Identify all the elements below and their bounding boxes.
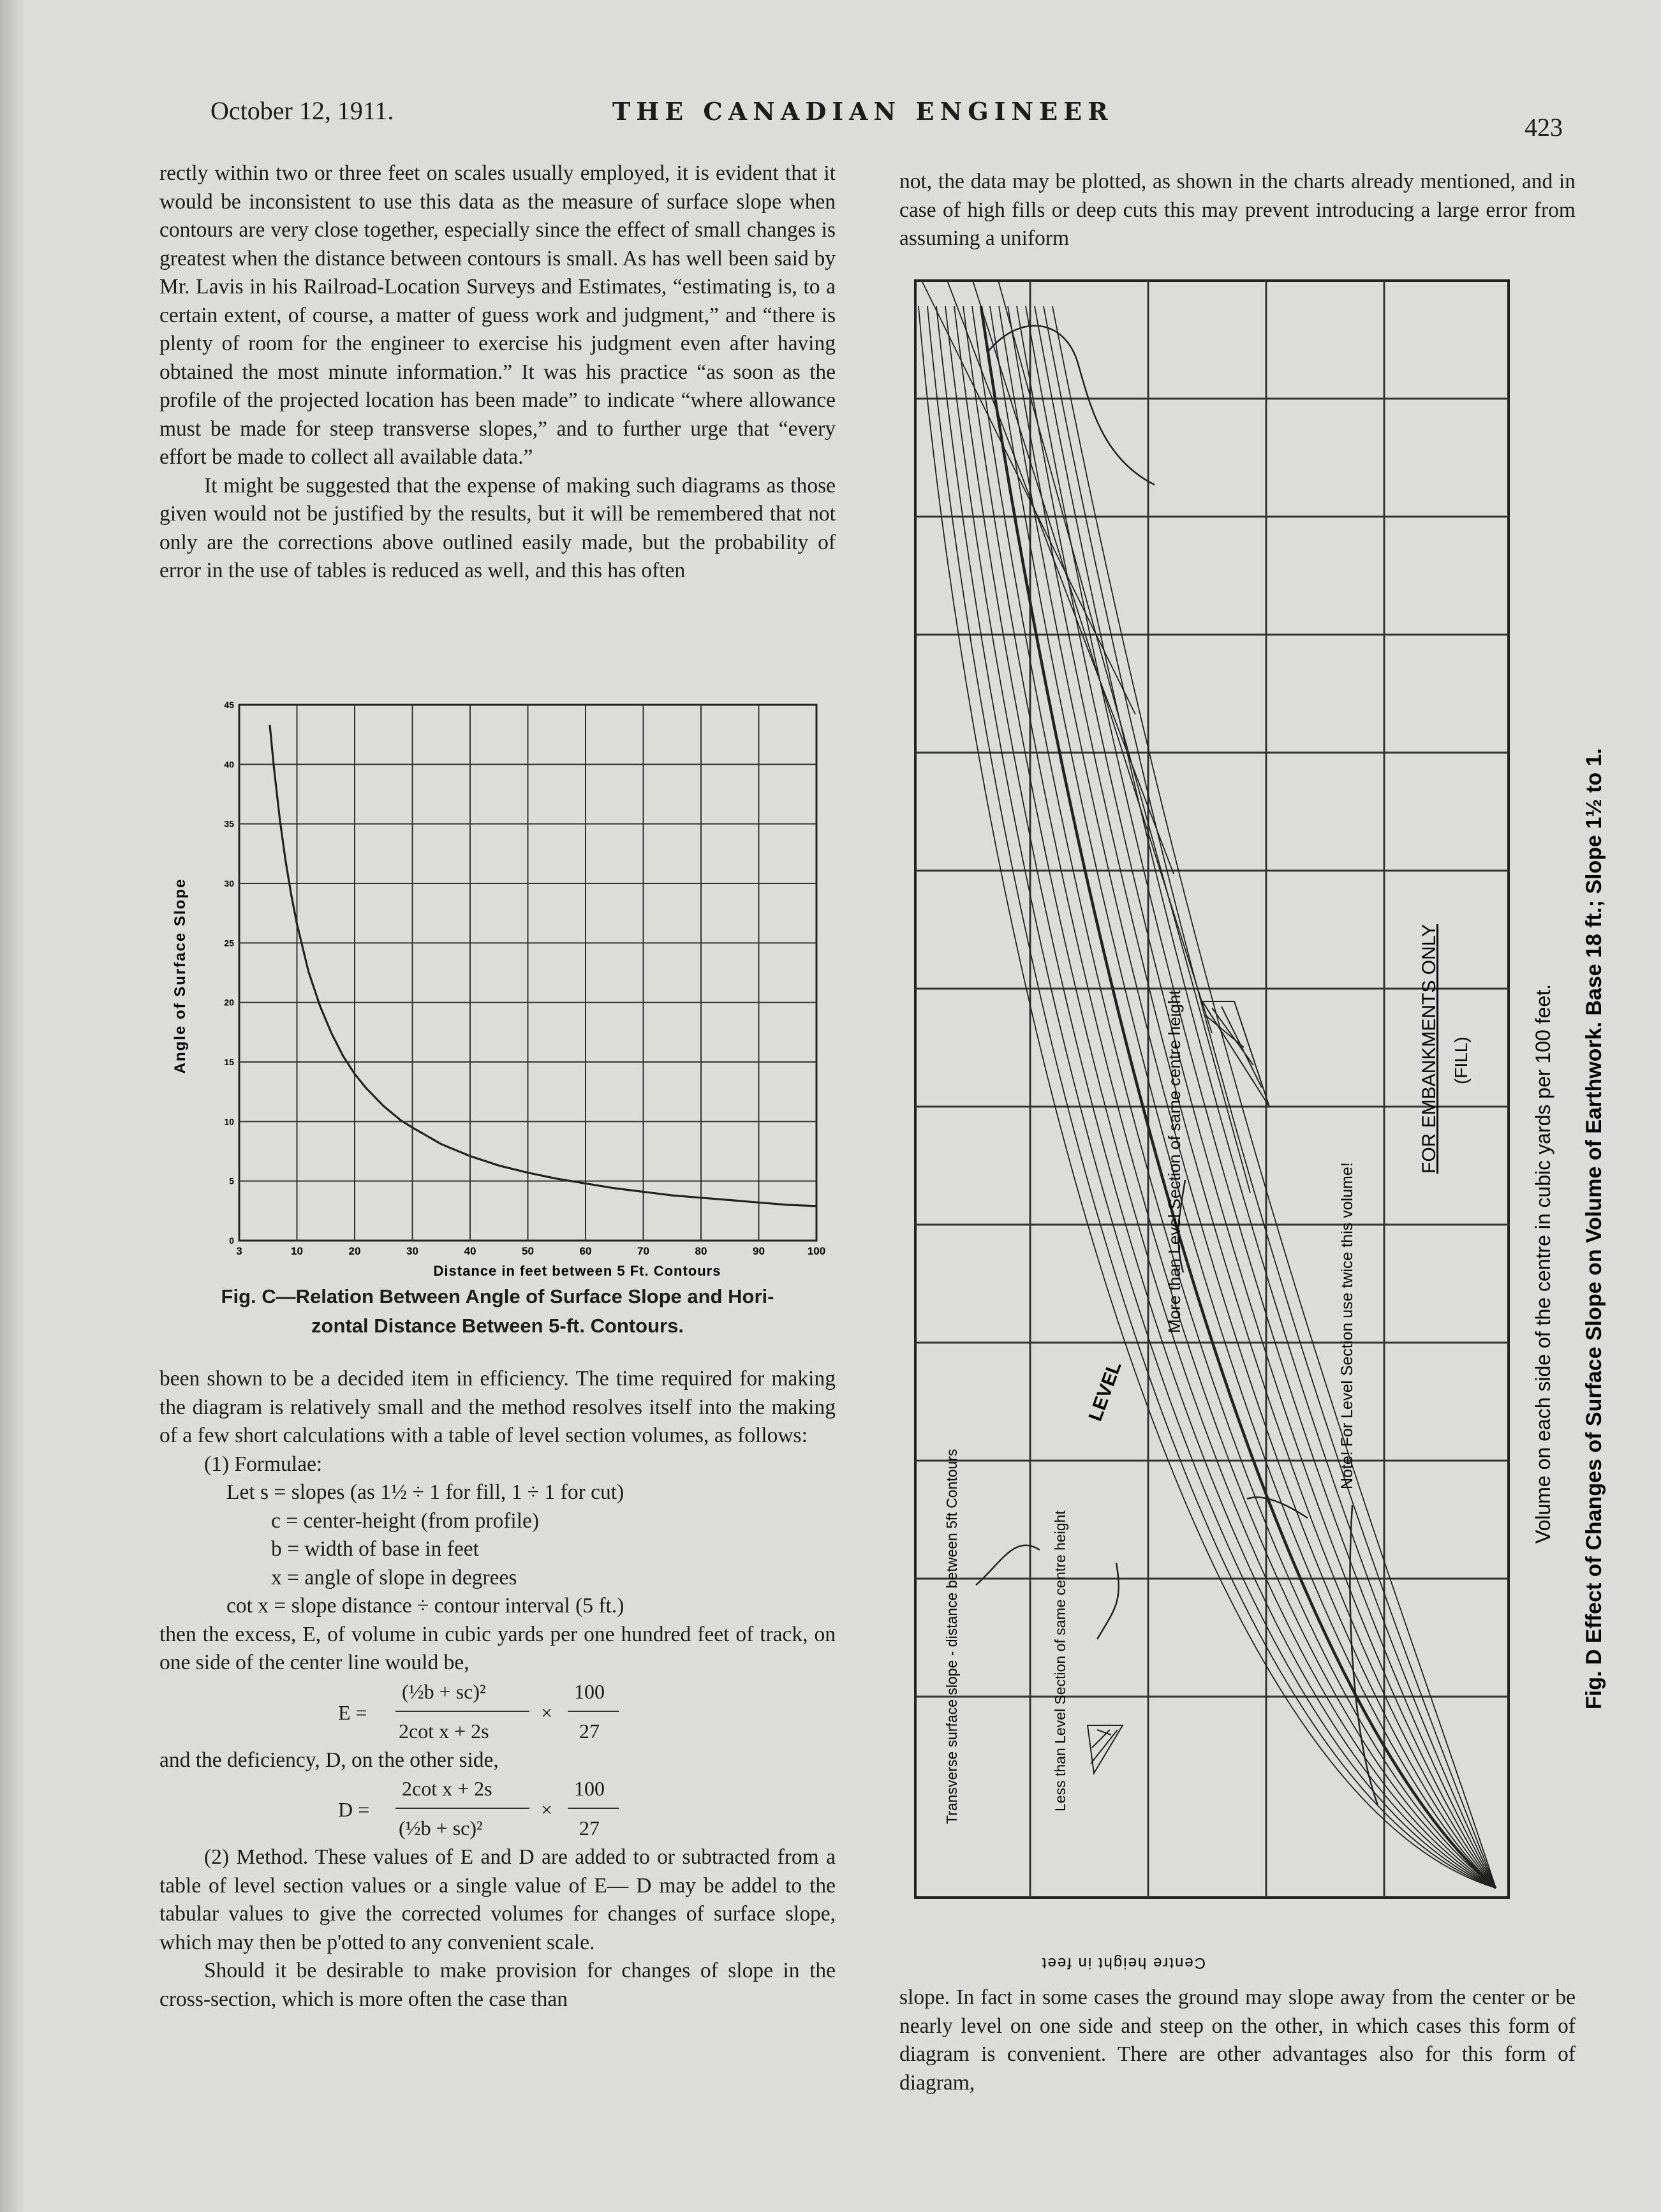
issue-date: October 12, 1911. xyxy=(210,96,394,125)
paragraph: It might be suggested that the expense of making such diagrams as those given would not be justified by the results, but it will be remembered that not only are the corrections above outlined easily made, but the probability of error in the use of tables is reduced as well, and this has often xyxy=(159,473,836,582)
fraction-bar xyxy=(395,1711,529,1712)
slope-curve xyxy=(919,306,1496,1888)
y-axis-label: Angle of Surface Slope xyxy=(172,878,189,1074)
fraction-bar xyxy=(568,1711,619,1712)
volume-label: Volume on each side of the centre in cubic yards per 100 feet. xyxy=(1532,984,1554,1544)
paragraph: Should it be desirable to make provision for changes of slope in the cross-section, which is more often the case than xyxy=(159,1959,836,2011)
fraction-bar xyxy=(568,1808,619,1809)
x-tick-label: 100 xyxy=(807,1245,826,1257)
page-edge xyxy=(0,0,26,2212)
hatched-triangle-lower xyxy=(1088,1725,1123,1773)
y-tick-label: 5 xyxy=(229,1176,234,1186)
running-header xyxy=(210,96,1582,142)
formula-numerator: 2cot x + 2s xyxy=(402,1777,492,1800)
paragraph: slope. In fact in some cases the ground may slope away from the center or be nearly level on one side and steep on the other, in which cases this form of diagram is convenient. There are other advantages also for this form of diagram, xyxy=(899,1986,1576,2095)
left-column-bottom xyxy=(159,1365,836,2014)
centre-height-label: Centre height in feet xyxy=(1040,1954,1206,1972)
slope-curve xyxy=(945,306,1496,1888)
chart-grid xyxy=(239,705,816,1241)
y-tick-label: 45 xyxy=(224,700,234,710)
transverse-label: Transverse surface slope - distance between 5ft Contours xyxy=(943,1449,960,1824)
x-tick-label: 30 xyxy=(406,1245,418,1257)
x-tick-label: 20 xyxy=(348,1245,361,1257)
figure-d-caption: Fig. D Effect of Changes of Surface Slope on Volume of Earthwork. Base 18 ft.; Slope 1½ to 1. xyxy=(1582,748,1606,1709)
paragraph: been shown to be a decided item in efficiency. The time required for making the diagram is relatively small and the method resolves itself into the making of a few short calculations with a table of level section volumes, as follows: xyxy=(159,1367,836,1447)
slope-line xyxy=(947,281,1174,874)
formula-denominator-2: 27 xyxy=(579,1719,600,1743)
formula-numerator-2: 100 xyxy=(574,1679,605,1703)
y-tick-label: 30 xyxy=(224,878,234,888)
y-tick-label: 40 xyxy=(224,759,234,770)
paragraph: rectly within two or three feet on scales usually employed, it is evident that it would be inconsistent to use this data as the measure of surface slope when contours are very close together, especially since the effect of small changes is greatest when the distance between contours is small. As has well been said by Mr. Lavis in his Railroad-Location Surveys and Estimates, “estimating is, to a certain extent, of course, a matter of guess work and judgment,” and “there is plenty of room for the engineer to exercise his judgment even after having obtained the most minute information.” It was his practice “as soon as the profile of the projected location has been made” to indicate “where allowance must be made for steep transverse slopes,” and to further urge that “every effort be made to collect all available data.” xyxy=(159,161,836,469)
times-sign: × xyxy=(541,1700,553,1724)
y-tick-label: 20 xyxy=(224,997,234,1008)
y-tick-label: 0 xyxy=(229,1235,234,1246)
level-label: LEVEL xyxy=(1084,1359,1126,1424)
x-axis-label: Distance in feet between 5 Ft. Contours xyxy=(433,1263,721,1279)
slope-curve xyxy=(927,306,1496,1888)
figure-d-diagram xyxy=(906,268,1614,1977)
less-than-label: Less than Level Section of same centre height xyxy=(1052,1510,1068,1811)
formula-e xyxy=(159,1677,836,1746)
x-tick-label: 70 xyxy=(637,1245,649,1257)
note-label: Note! For Level Section use twice this volume! xyxy=(1338,1162,1356,1489)
x-tick-label: 80 xyxy=(695,1245,707,1257)
x-tick-label: 90 xyxy=(753,1245,765,1257)
figure-c-caption xyxy=(159,1282,836,1341)
x-tick-label: 50 xyxy=(522,1245,534,1257)
embankments-label: FOR EMBANKMENTS ONLY xyxy=(1419,924,1440,1174)
chart-ticks xyxy=(224,700,825,1257)
fill-label: (FILL) xyxy=(1451,1036,1471,1084)
formula-d xyxy=(159,1774,836,1843)
x-tick-label: 3 xyxy=(236,1245,242,1257)
y-tick-label: 25 xyxy=(224,938,234,948)
slope-curve xyxy=(963,306,1496,1888)
paragraph: and the deficiency, D, on the other side, xyxy=(159,1748,499,1772)
formula-lhs: D = xyxy=(338,1798,370,1821)
formula-numerator: (½b + sc)² xyxy=(402,1679,486,1703)
x-tick-label: 40 xyxy=(464,1245,476,1257)
definition: Let s = slopes (as 1½ ÷ 1 for fill, 1 ÷ 1 for cut) xyxy=(226,1480,624,1504)
paragraph: then the excess, E, of volume in cubic yards per one hundred feet of track, on one side of the center line would be, xyxy=(159,1622,836,1674)
definitions xyxy=(159,1478,836,1621)
slope-line xyxy=(998,281,1250,1193)
y-tick-label: 35 xyxy=(224,818,234,829)
diagram-curves xyxy=(919,281,1496,1888)
paragraph: (2) Method. These values of E and D are added to or subtracted from a table of level section values or a single value of E— D may be addel to the tabular values to give the corrected volumes for changes of surface slope, which may then be p'otted to any convenient scale. xyxy=(159,1845,836,1954)
right-column-top xyxy=(899,168,1576,253)
caption-line: zontal Distance Between 5-ft. Contours. xyxy=(311,1315,684,1337)
left-column-top xyxy=(159,159,836,586)
fraction-bar xyxy=(395,1808,529,1809)
figure-c-chart xyxy=(159,686,836,1279)
formula-lhs: E = xyxy=(338,1700,367,1724)
x-tick-label: 60 xyxy=(579,1245,592,1257)
right-column-bottom xyxy=(899,1984,1576,2097)
slope-line xyxy=(973,281,1212,1033)
series-line xyxy=(270,725,816,1206)
caption-line: Fig. C—Relation Between Angle of Surface Slope and Hori- xyxy=(221,1285,774,1308)
paragraph: not, the data may be plotted, as shown in the charts already mentioned, and in case of high fills or deep cuts this may prevent introducing a large error from assuming a uniform xyxy=(899,170,1576,250)
journal-title: THE CANADIAN ENGINEER xyxy=(612,97,1114,126)
times-sign: × xyxy=(541,1798,553,1821)
formula-numerator-2: 100 xyxy=(574,1777,605,1800)
definition: b = width of base in feet xyxy=(271,1537,479,1561)
formula-denominator: (½b + sc)² xyxy=(399,1817,483,1840)
definition: x = angle of slope in degrees xyxy=(271,1565,517,1589)
definition: cot x = slope distance ÷ contour interval (5 ft.) xyxy=(226,1594,624,1618)
formula-denominator: 2cot x + 2s xyxy=(399,1719,489,1743)
formulae-heading: (1) Formulae: xyxy=(204,1452,323,1476)
y-tick-label: 15 xyxy=(224,1057,234,1067)
more-than-label: More than Level Section of same centre height xyxy=(1165,990,1184,1333)
page-number: 423 xyxy=(1524,113,1563,142)
x-tick-label: 10 xyxy=(291,1245,303,1257)
definition: c = center-height (from profile) xyxy=(271,1508,540,1533)
formula-denominator-2: 27 xyxy=(579,1817,600,1840)
y-tick-label: 10 xyxy=(224,1116,234,1127)
